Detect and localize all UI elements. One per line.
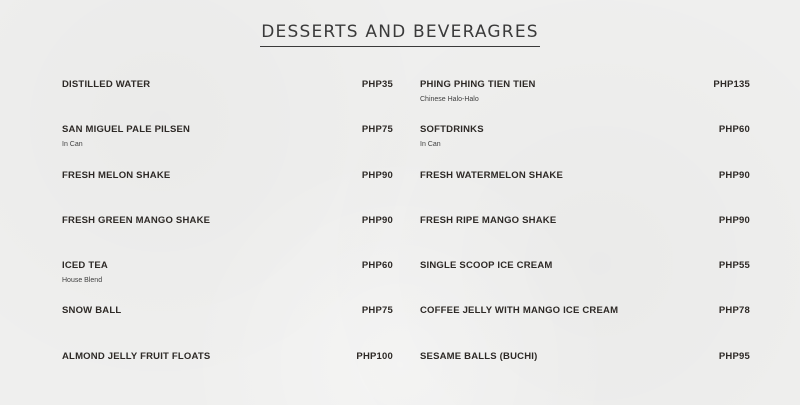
menu-item <box>62 260 393 305</box>
menu-item-price: PHP75 <box>361 305 393 317</box>
menu-item-description: Chinese Halo-Halo <box>420 96 479 103</box>
menu-item <box>420 79 750 124</box>
menu-item <box>62 170 393 215</box>
menu-item-name: PHING PHING TIEN TIEN <box>420 79 536 90</box>
menu-column-right <box>420 79 750 396</box>
menu-item-name: FRESH WATERMELON SHAKE <box>420 169 564 181</box>
menu-item <box>62 351 393 396</box>
menu-item-name: ICED TEA <box>62 260 108 272</box>
menu-item-price: PHP75 <box>361 124 393 136</box>
menu-item-name: SNOW BALL <box>62 305 122 317</box>
menu-section-header <box>0 22 800 47</box>
menu-item-description: House Blend <box>62 277 103 285</box>
menu-item-price: PHP60 <box>361 260 393 272</box>
menu-item <box>420 351 750 396</box>
menu-item-name: SAN MIGUEL PALE PILSEN <box>62 124 191 136</box>
menu-item-price: PHP90 <box>361 169 393 181</box>
menu-item-price: PHP78 <box>718 305 750 317</box>
menu-item-price: PHP60 <box>718 124 750 136</box>
menu-item-price: PHP100 <box>356 350 393 362</box>
menu-item-price: PHP95 <box>718 350 750 362</box>
menu-item-description: In Can <box>420 141 441 149</box>
menu-item <box>420 170 750 215</box>
menu-item-name: SINGLE SCOOP ICE CREAM <box>420 260 553 272</box>
menu-item <box>420 215 750 260</box>
menu-item <box>420 305 750 350</box>
menu-item <box>62 79 393 124</box>
menu-item-name: COFFEE JELLY WITH MANGO ICE CREAM <box>420 305 619 317</box>
menu-column-left <box>62 79 393 396</box>
menu-item <box>420 124 750 169</box>
menu-item-name: FRESH GREEN MANGO SHAKE <box>62 214 211 226</box>
menu-item <box>62 124 393 169</box>
menu-item-name: SOFTDRINKS <box>420 124 484 136</box>
menu-item <box>420 260 750 305</box>
menu-section-title: DESSERTS AND BEVERAGRES <box>260 22 540 47</box>
menu-item-name: FRESH MELON SHAKE <box>62 169 171 181</box>
menu-item-price: PHP90 <box>718 169 750 181</box>
menu-item-name: FRESH RIPE MANGO SHAKE <box>420 214 557 226</box>
menu-item <box>62 305 393 350</box>
menu-item-price: PHP90 <box>361 214 393 226</box>
menu-item <box>62 215 393 260</box>
menu-item-price: PHP35 <box>361 79 393 90</box>
menu-item-description: In Can <box>62 141 83 149</box>
menu-item-name: SESAME BALLS (BUCHI) <box>420 350 538 362</box>
menu-item-price: PHP55 <box>718 260 750 272</box>
menu-item-price: PHP135 <box>713 79 750 90</box>
menu-item-name: ALMOND JELLY FRUIT FLOATS <box>62 350 211 362</box>
menu-item-name: DISTILLED WATER <box>62 79 151 90</box>
menu-item-price: PHP90 <box>718 214 750 226</box>
